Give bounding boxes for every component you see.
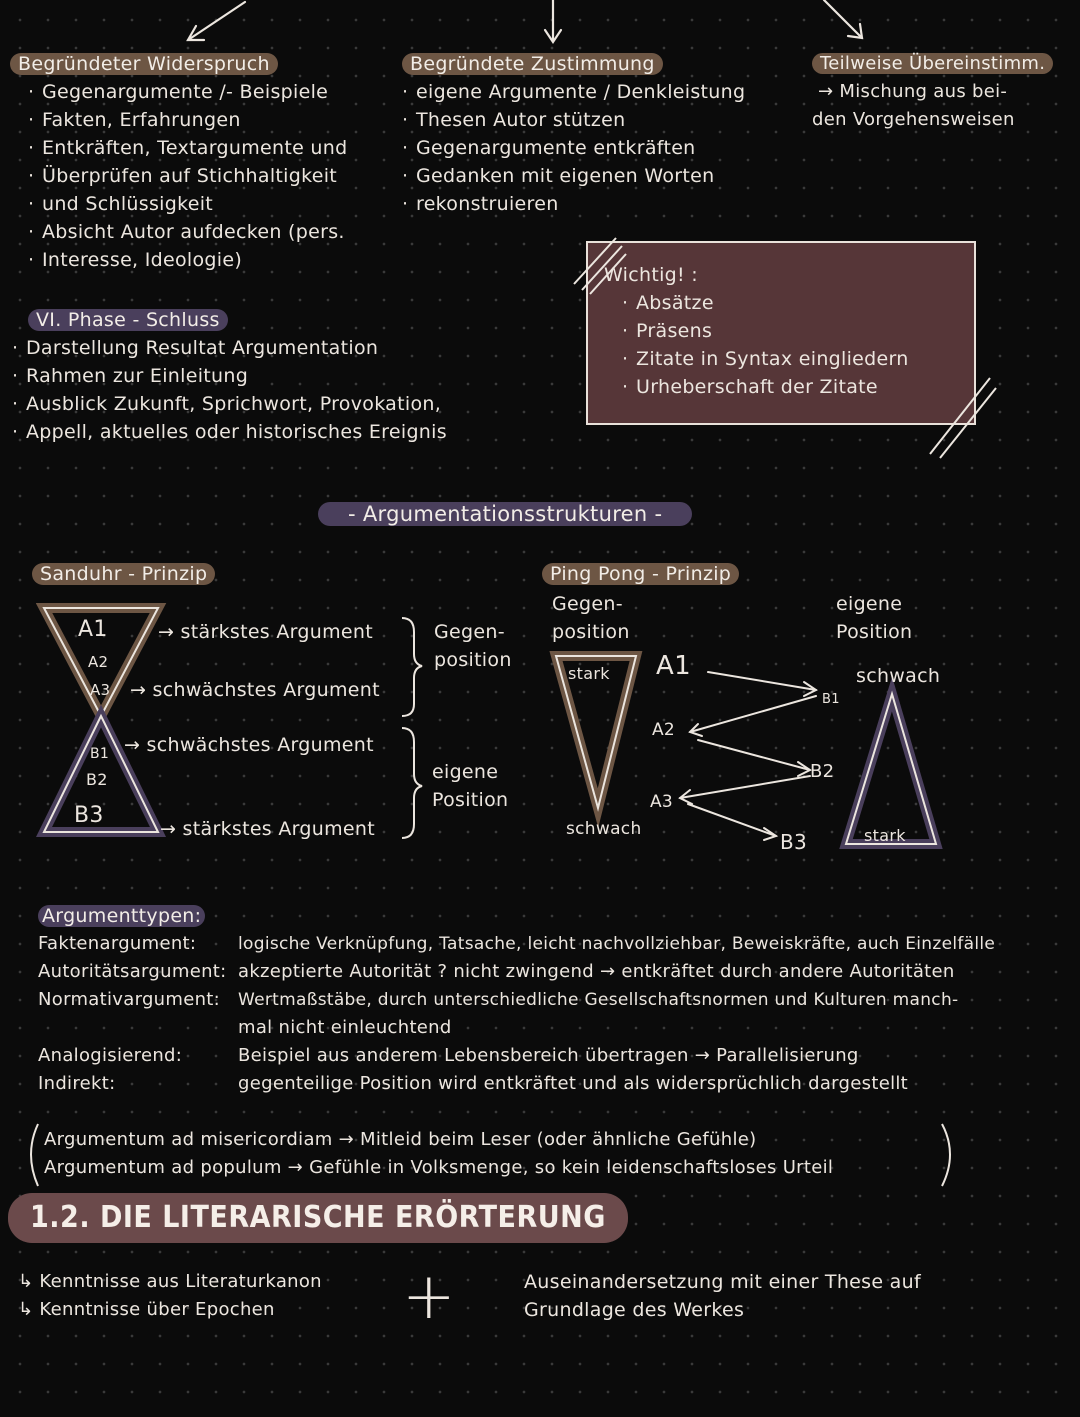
list-item: · eigene Argumente / Denkleistung bbox=[402, 78, 745, 106]
list-item: · Gedanken mit eigenen Worten bbox=[402, 162, 745, 190]
pp-label-a2: A2 bbox=[652, 720, 676, 740]
phase-section bbox=[28, 306, 447, 446]
pingpong-title: Ping Pong - Prinzip bbox=[542, 560, 739, 588]
table-row bbox=[38, 1070, 995, 1098]
list-item-continued: · und Schlüssigkeit bbox=[28, 190, 347, 218]
brace-counter-position bbox=[402, 618, 422, 716]
label-b3: B3 bbox=[74, 803, 104, 828]
partial-column bbox=[812, 50, 1053, 134]
table-row bbox=[38, 1014, 995, 1042]
arrow-b2-a3 bbox=[680, 776, 810, 798]
list-item: · Thesen Autor stützen bbox=[402, 106, 745, 134]
table-row bbox=[38, 986, 995, 1014]
fallacies-list bbox=[44, 1126, 833, 1182]
list-item: · Rahmen zur Einleitung bbox=[12, 362, 447, 390]
pp-label-b3: B3 bbox=[780, 830, 808, 854]
list-item: · Zitate in Syntax eingliedern bbox=[622, 345, 958, 373]
top-arrows bbox=[0, 0, 1080, 50]
description: logische Verknüpfung, Tatsache, leicht nachvollziehbar, Beweiskräfte, auch Einzelfälle bbox=[238, 934, 996, 954]
list-item-continued: · Appell, aktuelles oder historisches Ereignis bbox=[12, 418, 447, 446]
hourglass-own-position: eigene Position bbox=[432, 761, 509, 811]
phase-heading: VI. Phase - Schluss bbox=[28, 306, 447, 334]
table-row bbox=[38, 930, 995, 958]
literary-left bbox=[18, 1268, 322, 1324]
arrow-b1-a2 bbox=[690, 696, 816, 732]
label-b1: B1 bbox=[90, 746, 110, 762]
literary-title: 1.2. DIE LITERARISCHE ERÖRTERUNG bbox=[8, 1193, 628, 1243]
pingpong-counter-position: Gegen- position bbox=[552, 593, 630, 643]
hourglass-title: Sanduhr - Prinzip bbox=[32, 560, 215, 588]
label-a3: A3 bbox=[90, 681, 111, 699]
pp-label-b1: B1 bbox=[822, 692, 840, 707]
box-hatch-decoration bbox=[560, 228, 1000, 460]
literary-right bbox=[524, 1268, 921, 1324]
list-item: · Gegenargumente /- Beispiele bbox=[28, 78, 347, 106]
agreement-heading: Begründete Zustimmung bbox=[402, 50, 745, 78]
term: Indirekt: bbox=[38, 1073, 116, 1094]
description: gegenteilige Position wird entkräftet und als widersprüchlich dargestellt bbox=[238, 1073, 909, 1094]
list-item: · Entkräften, Textargumente und bbox=[28, 134, 347, 162]
literary-right-item: Grundlage des Werkes bbox=[524, 1299, 745, 1321]
list-item-continued: · Überprüfen auf Stichhaltigkeit bbox=[28, 162, 347, 190]
arrow-a1-b1 bbox=[708, 672, 816, 690]
list-item: · Ausblick Zukunft, Sprichwort, Provokation, bbox=[12, 390, 447, 418]
term: Normativargument: bbox=[38, 989, 221, 1010]
argument-types-section bbox=[38, 902, 995, 1098]
argument-types-heading: Argumenttypen: bbox=[38, 902, 995, 930]
pp-label-a3: A3 bbox=[650, 792, 674, 812]
literary-left-item: ↳ Kenntnisse aus Literaturkanon bbox=[18, 1271, 322, 1292]
weakest-argument-a: → schwächstes Argument bbox=[130, 679, 380, 701]
contradiction-column bbox=[10, 50, 347, 274]
partial-heading: Teilweise Übereinstimm. bbox=[812, 50, 1053, 78]
term bbox=[38, 1014, 238, 1042]
label-b2: B2 bbox=[86, 770, 108, 789]
pp-label-a1: A1 bbox=[656, 651, 691, 681]
list-item: · Gegenargumente entkräften bbox=[402, 134, 745, 162]
structures-title: - Argumentationsstrukturen - bbox=[318, 500, 692, 528]
term: Analogisierend: bbox=[38, 1045, 183, 1066]
term: Autoritätsargument: bbox=[38, 961, 227, 982]
contradiction-heading: Begründeter Widerspruch bbox=[10, 50, 347, 78]
pingpong-weak-label-own: schwach bbox=[856, 665, 941, 687]
label-a2: A2 bbox=[88, 653, 109, 671]
partial-line: den Vorgehensweisen bbox=[812, 109, 1015, 130]
list-item-continued: · Interesse, Ideologie) bbox=[28, 246, 347, 274]
fallacy-item: Argumentum ad misericordiam → Mitleid beim Leser (oder ähnliche Gefühle) bbox=[44, 1129, 757, 1150]
hourglass-braces bbox=[396, 612, 432, 852]
plus-sign: + bbox=[402, 1260, 456, 1334]
label-a1: A1 bbox=[78, 617, 108, 642]
brace-own-position bbox=[402, 728, 422, 838]
description: Wertmaßstäbe, durch unterschiedliche Gesellschaftsnormen und Kulturen manch- bbox=[238, 990, 959, 1010]
important-title: Wichtig! : bbox=[604, 264, 698, 286]
list-item: · Absicht Autor aufdecken (pers. bbox=[28, 218, 347, 246]
literary-left-item: ↳ Kenntnisse über Epochen bbox=[18, 1299, 275, 1320]
term: Faktenargument: bbox=[38, 933, 197, 954]
list-item: · Urheberschaft der Zitate bbox=[622, 373, 958, 401]
list-item: · Absätze bbox=[622, 289, 958, 317]
list-item: · Fakten, Erfahrungen bbox=[28, 106, 347, 134]
list-item-continued: · rekonstruieren bbox=[402, 190, 745, 218]
hourglass-counter-position: Gegen- position bbox=[434, 621, 512, 671]
list-item: · Darstellung Resultat Argumentation bbox=[12, 334, 447, 362]
pingpong-strong-label-own: stark bbox=[864, 826, 906, 845]
description: mal nicht einleuchtend bbox=[238, 1017, 452, 1038]
literary-right-item: Auseinandersetzung mit einer These auf bbox=[524, 1271, 921, 1293]
arrow-a2-b2 bbox=[698, 740, 810, 770]
strongest-argument-top: → stärkstes Argument bbox=[158, 621, 374, 643]
partial-line: → Mischung aus bei- bbox=[818, 81, 1008, 102]
arrow-a3-b3 bbox=[688, 804, 776, 836]
weakest-argument-b: → schwächstes Argument bbox=[124, 734, 374, 756]
pingpong-strong-label: stark bbox=[568, 664, 610, 683]
description: akzeptierte Autorität ? nicht zwingend → entkräftet durch andere Autoritäten bbox=[238, 961, 955, 982]
argument-types-table bbox=[38, 930, 995, 1098]
pp-label-b2: B2 bbox=[810, 761, 835, 782]
description: Beispiel aus anderem Lebensbereich übertragen → Parallelisierung bbox=[238, 1045, 859, 1066]
strongest-argument-bottom: → stärkstes Argument bbox=[160, 818, 376, 840]
table-row bbox=[38, 958, 995, 986]
table-row bbox=[38, 1042, 995, 1070]
agreement-column bbox=[402, 50, 745, 218]
pingpong-weak-label: schwach bbox=[566, 819, 642, 839]
fallacy-item: Argumentum ad populum → Gefühle in Volksmenge, so kein leidenschaftsloses Urteil bbox=[44, 1157, 834, 1178]
list-item: · Präsens bbox=[622, 317, 958, 345]
pingpong-own-position: eigene Position bbox=[836, 593, 913, 643]
